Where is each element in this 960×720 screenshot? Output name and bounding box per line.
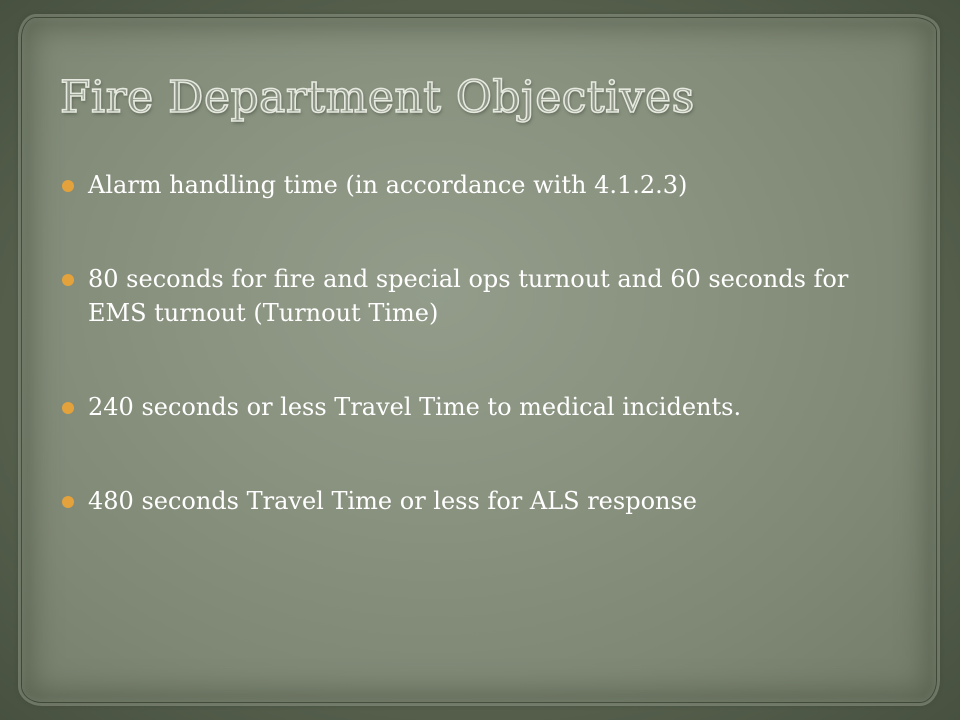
bullet-dot-icon <box>62 402 74 414</box>
bullet-text: 480 seconds Travel Time or less for ALS response <box>88 487 697 515</box>
slide-title: Fire Department Objectives <box>60 72 695 123</box>
bullet-dot-icon <box>62 180 74 192</box>
bullet-text: 240 seconds or less Travel Time to medical incidents. <box>88 393 742 421</box>
bullet-item <box>62 168 862 202</box>
bullet-text: Alarm handling time (in accordance with 4.1.2.3) <box>88 171 688 199</box>
bullet-item <box>62 390 862 424</box>
bullet-dot-icon <box>62 274 74 286</box>
bullet-item <box>62 262 862 330</box>
bullet-list <box>62 168 862 518</box>
bullet-text: 80 seconds for fire and special ops turnout and 60 seconds for EMS turnout (Turnout Time) <box>88 265 849 327</box>
bullet-item <box>62 484 862 518</box>
bullet-dot-icon <box>62 496 74 508</box>
